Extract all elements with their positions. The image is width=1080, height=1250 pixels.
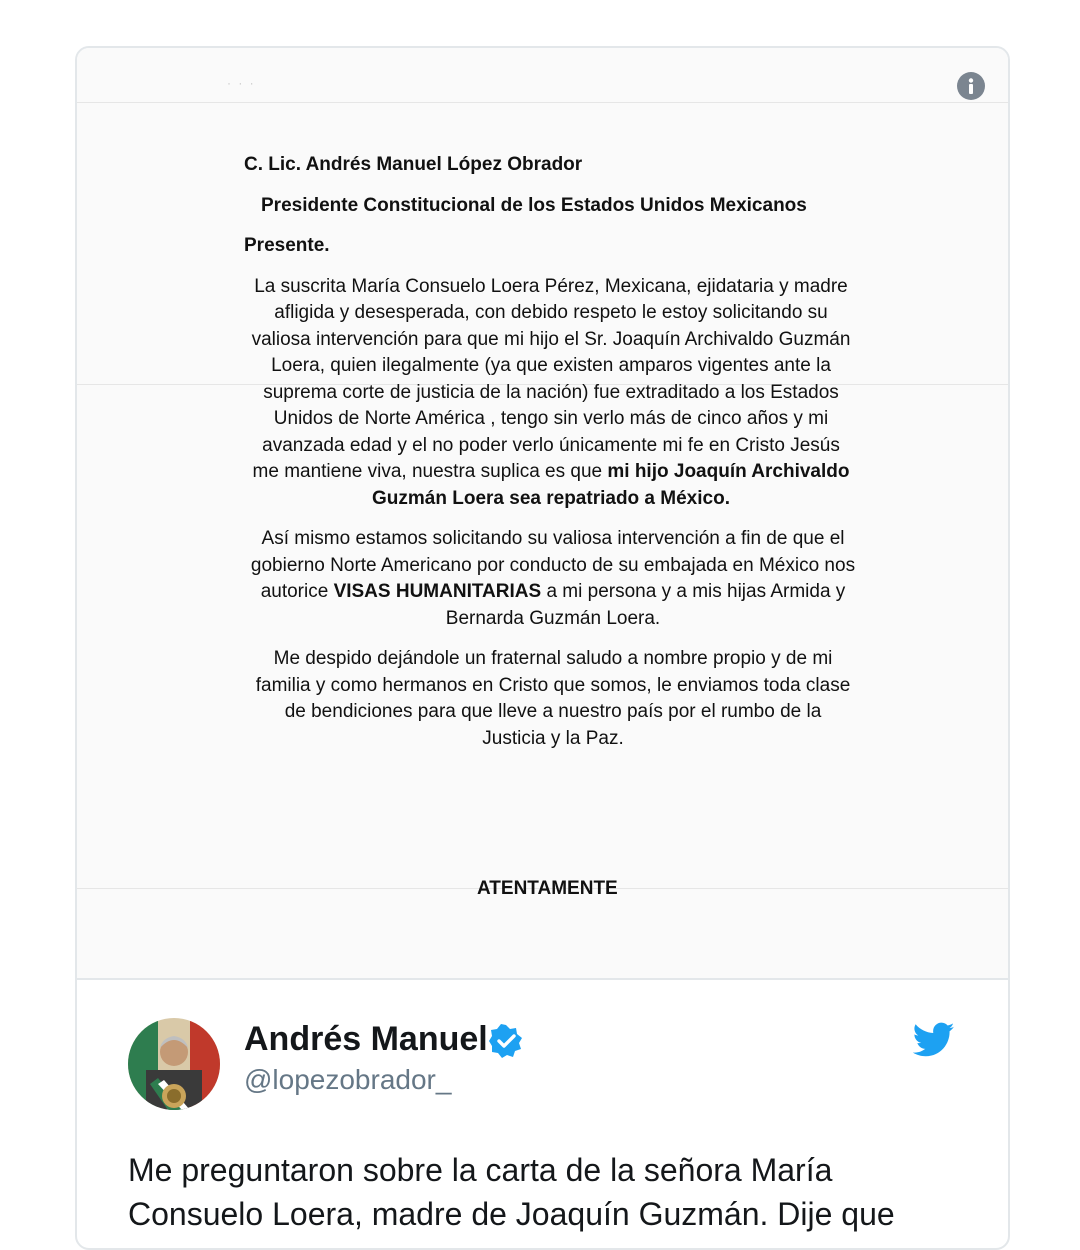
letter-text — [243, 152, 863, 752]
tweet-text: Me preguntaron sobre la carta de la señora María Consuelo Loera, madre de Joaquín Guzmán. Dije que — [128, 1152, 895, 1232]
letter-paragraph-2 — [243, 526, 863, 632]
letter-paragraph-1 — [243, 274, 863, 513]
verified-badge-icon — [489, 1024, 523, 1058]
avatar[interactable] — [128, 1018, 220, 1110]
paper-smudge: · · · — [227, 76, 256, 90]
tweet-card — [75, 46, 1010, 1250]
twitter-bird-icon[interactable] — [913, 1022, 955, 1058]
author-handle[interactable]: @lopezobrador_ — [244, 1064, 452, 1095]
author-name[interactable]: Andrés Manuel — [244, 1020, 488, 1058]
letter-paragraph-3: Me despido dejándole un fraternal saludo a nombre propio y de mi familia y como hermanos en Cristo que somos, le enviamos toda clase de bendiciones para que lleve a nuestro país por el rumbo de la Justicia y la Paz. — [255, 648, 851, 749]
addressee-name: C. Lic. Andrés Manuel López Obrador — [244, 154, 583, 175]
paragraph-1-text: La suscrita María Consuelo Loera Pérez, Mexicana, ejidataria y madre afligida y desesperada, con debido respeto le estoy solicitando su valiosa intervención para que mi hijo el Sr. Joaquín Archivaldo Guzmán Loera, quien ilegalmente (ya que existen amparos vigentes ante la suprema corte de justicia de la nación) fue extraditado a los Estados Unidos de Norte América , tengo sin verlo más de cinco años y mi avanzada edad y el no poder verlo únicamente mi fe en Cristo Jesús me mantiene viva, nuestra suplica es que — [251, 275, 851, 482]
paragraph-2-end: a mi persona y a mis hijas Armida y Bernarda Guzmán Loera. — [445, 581, 846, 629]
letter-closing: ATENTAMENTE — [477, 878, 618, 899]
letter-image[interactable] — [77, 48, 1008, 980]
paragraph-2-text: Así mismo estamos solicitando su valiosa intervención a fin de que el gobierno Norte Americano por conducto de su embajada en México nos autorice — [250, 528, 856, 602]
tweet-body — [77, 980, 1008, 1248]
salutation: Presente. — [244, 235, 330, 256]
paragraph-1-bold: mi hijo Joaquín Archivaldo Guzmán Loera sea repatriado a México. — [372, 461, 850, 509]
paper-crease — [77, 102, 1008, 103]
info-icon[interactable] — [957, 72, 985, 100]
paragraph-2-bold: VISAS HUMANITARIAS — [333, 581, 542, 602]
addressee-title: Presidente Constitucional de los Estados Unidos Mexicanos — [261, 194, 807, 216]
